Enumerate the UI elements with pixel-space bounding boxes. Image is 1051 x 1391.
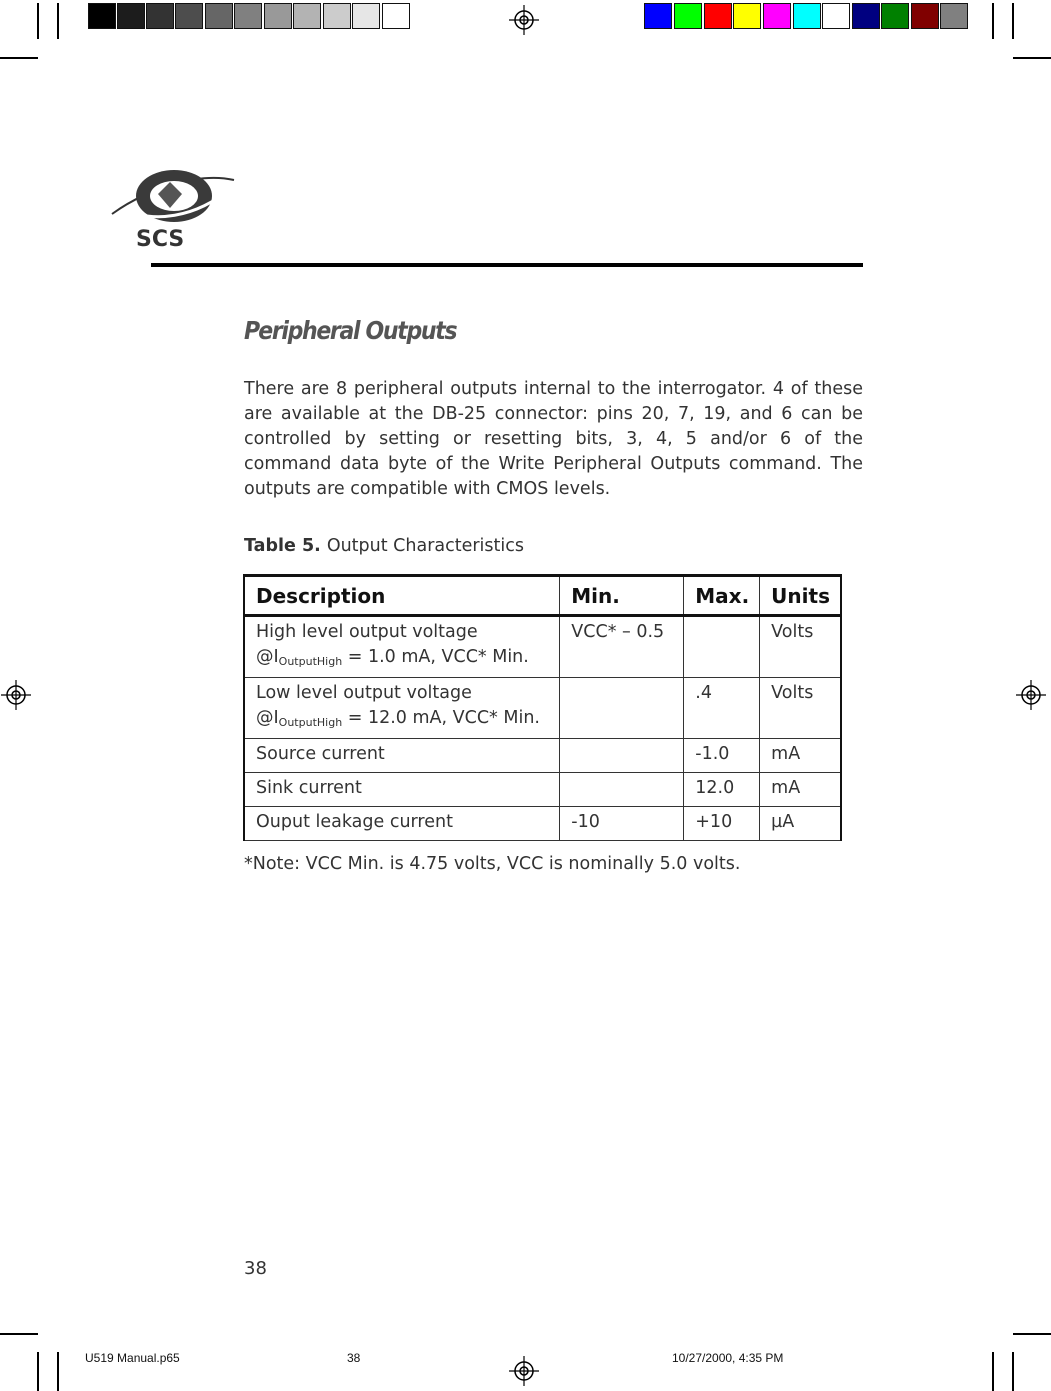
gray-swatch bbox=[352, 3, 380, 29]
max-cell: -1.0 bbox=[684, 739, 760, 773]
column-header: Description bbox=[244, 576, 560, 616]
section-title: Peripheral Outputs bbox=[244, 316, 457, 345]
table-caption bbox=[244, 536, 524, 556]
table-row bbox=[244, 616, 841, 678]
gray-swatch bbox=[117, 3, 145, 29]
scs-logo-icon bbox=[108, 158, 240, 250]
max-cell bbox=[684, 616, 760, 678]
gray-swatch bbox=[323, 3, 351, 29]
units-cell: mA bbox=[760, 773, 841, 807]
registration-mark-icon bbox=[1, 680, 31, 710]
min-cell: VCC* – 0.5 bbox=[560, 616, 684, 678]
gray-swatch bbox=[234, 3, 262, 29]
registration-mark-icon bbox=[1016, 680, 1046, 710]
max-cell: 12.0 bbox=[684, 773, 760, 807]
table-row bbox=[244, 678, 841, 739]
table-note: *Note: VCC Min. is 4.75 volts, VCC is nominally 5.0 volts. bbox=[244, 854, 741, 874]
units-cell: Volts bbox=[760, 616, 841, 678]
description-cell: Ouput leakage current bbox=[244, 807, 560, 841]
table-row bbox=[244, 773, 841, 807]
description-cell: Sink current bbox=[244, 773, 560, 807]
slug-filename: U519 Manual.p65 bbox=[85, 1351, 180, 1365]
slug-timestamp: 10/27/2000, 4:35 PM bbox=[672, 1351, 784, 1365]
color-swatch bbox=[733, 3, 761, 29]
table-caption-text: Output Characteristics bbox=[326, 536, 525, 556]
color-swatch bbox=[793, 3, 821, 29]
max-cell: .4 bbox=[684, 678, 760, 739]
units-cell: µA bbox=[760, 807, 841, 841]
max-cell: +10 bbox=[684, 807, 760, 841]
description-cell: Source current bbox=[244, 739, 560, 773]
color-swatch bbox=[763, 3, 791, 29]
gray-swatch bbox=[264, 3, 292, 29]
color-swatch bbox=[911, 3, 939, 29]
min-cell bbox=[560, 739, 684, 773]
column-header: Units bbox=[760, 576, 841, 616]
color-swatch bbox=[852, 3, 880, 29]
slug-page: 38 bbox=[347, 1351, 361, 1365]
gray-swatch bbox=[205, 3, 233, 29]
column-header: Max. bbox=[684, 576, 760, 616]
min-cell bbox=[560, 678, 684, 739]
table-header-row bbox=[244, 576, 841, 616]
gray-swatch bbox=[382, 3, 410, 29]
table-row bbox=[244, 739, 841, 773]
output-characteristics-table bbox=[243, 574, 842, 841]
gray-swatch bbox=[146, 3, 174, 29]
units-cell: Volts bbox=[760, 678, 841, 739]
units-cell: mA bbox=[760, 739, 841, 773]
logo-text: SCS bbox=[136, 227, 185, 250]
color-swatch bbox=[674, 3, 702, 29]
color-swatch bbox=[644, 3, 672, 29]
description-cell: High level output voltage $@I_{OutputHigh} = 1.0$ mA, VCC* Min. bbox=[244, 616, 560, 678]
registration-mark-icon bbox=[509, 1356, 539, 1386]
color-swatch bbox=[940, 3, 968, 29]
page-number: 38 bbox=[244, 1258, 267, 1279]
column-header: Min. bbox=[560, 576, 684, 616]
table-caption-label: Table 5. bbox=[244, 536, 321, 556]
gray-swatch bbox=[293, 3, 321, 29]
gray-swatch bbox=[175, 3, 203, 29]
header-rule bbox=[151, 263, 863, 267]
color-swatch bbox=[822, 3, 850, 29]
table-row bbox=[244, 807, 841, 841]
description-cell: Low level output voltage $@I_{OutputHigh} = 12.0$ mA, VCC* Min. bbox=[244, 678, 560, 739]
min-cell bbox=[560, 773, 684, 807]
registration-mark-icon bbox=[509, 5, 539, 35]
color-swatch bbox=[881, 3, 909, 29]
gray-swatch bbox=[88, 3, 116, 29]
min-cell: -10 bbox=[560, 807, 684, 841]
color-swatch bbox=[704, 3, 732, 29]
body-paragraph: There are 8 peripheral outputs internal to the interrogator. 4 of these are available at the DB-25 connector: pins 20, 7, 19, and 6 can be controlled by setting or resetting bits, 3, 4, 5 and/or 6 of the command data byte of the Write Peripheral Outputs command. The outputs are compatible with CMOS levels. bbox=[244, 379, 863, 499]
